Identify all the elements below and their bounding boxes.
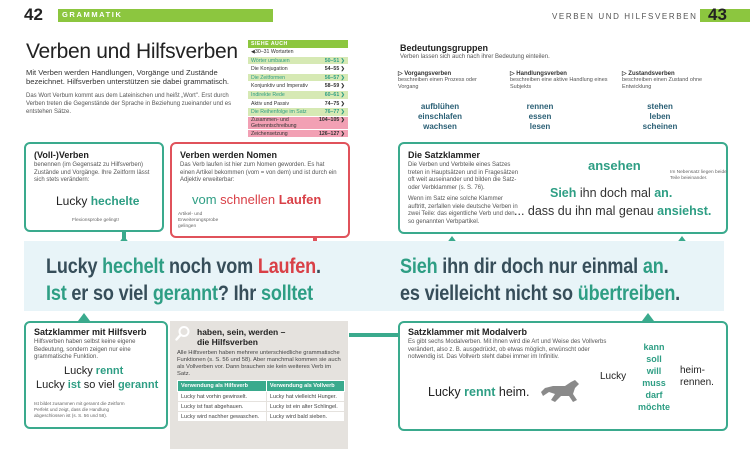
auxiliary-bracket-text: Hilfsverben haben selbst keine eigene Bedeutung, sondern zeigen nur eine grammatische Funktion. bbox=[34, 339, 136, 360]
intro-secondary-text: Das Wort Verbum kommt aus dem Lateinischen und heißt „Wort". Erst durch Verben treten die Gegenstände der Sprache in Beziehung zueinander und es entstehen Sätze. bbox=[26, 93, 232, 115]
auxiliary-note: Ist bildet zusammen mit gerannt die Zeitform Perfekt und zeigt, dass die Handlung abgeschlossen ist (s. S. 56 und 58). bbox=[34, 401, 125, 418]
see-also-item[interactable]: Indirekte Rede 60–61 ❯ bbox=[248, 91, 348, 100]
main-sentence-left-2: Ist er so viel gerannt? Ihr solltet bbox=[46, 282, 313, 305]
modal-bracket-text: Es gibt sechs Modalverben. Mit ihnen wird die Art und Weise des Vollverbs verändert, also z. B. ausgedrückt, ob etwas möglich, erwünscht oder notwendig ist. Das Vollverb steht dabei immer im Infinitiv. bbox=[408, 339, 607, 360]
table-row: Lucky wird nachher gewaschen. Lucky wird bald sieben. bbox=[178, 412, 345, 422]
sentence-bracket-text-2: Wenn im Satz eine solche Klammer auftritt, zerfallen viele deutsche Verben in zwei Teile: das eigentliche Verb und den so genannten Verbpartikel. bbox=[408, 196, 518, 225]
table-header: Verwendung als Vollverb bbox=[266, 381, 344, 392]
meaning-groups-title: Bedeutungsgruppen bbox=[400, 43, 488, 53]
connector-line bbox=[349, 333, 401, 337]
see-also-item[interactable]: Wörter umbauen 50–51 ❯ bbox=[248, 57, 348, 66]
verb-to-noun-box bbox=[170, 142, 350, 238]
main-sentence-left-1: Lucky hechelt noch vom Laufen. bbox=[46, 255, 321, 278]
verb-to-noun-example: vom schnellen Laufen bbox=[192, 192, 322, 207]
table-header: Verwendung als Hilfsverb bbox=[178, 381, 267, 392]
modal-verbs-list: kann soll will muss darf möchte bbox=[637, 342, 670, 412]
meaning-groups-subtitle: Verben lassen sich auch nach ihrer Bedeutung einteilen. bbox=[400, 54, 550, 60]
auxiliary-verbs-table bbox=[177, 380, 345, 422]
verb-to-noun-title: Verben werden Nomen bbox=[180, 150, 278, 160]
meaning-group-state-words: stehen leben scheinen bbox=[642, 102, 678, 131]
main-sentence-right-1: Sieh ihn dir doch nur einmal an. bbox=[400, 255, 669, 278]
full-verb-box bbox=[24, 142, 164, 232]
sentence-bracket-title: Die Satzklammer bbox=[408, 150, 481, 160]
auxiliary-verbs-text: Alle Hilfsverben haben mehrere unterschiedliche grammatische Funktionen (s. S. 56 und 58). Aber manchmal kommen sie auch als Vollverben vor. Dann brauchen sie kein weiteres Verb im Satz. bbox=[177, 350, 341, 377]
see-also-item[interactable]: Die Zeitformen 56–57 ❯ bbox=[248, 74, 348, 83]
full-verb-text: benennen (im Gegensatz zu Hilfsverben) Zustände und Vorgänge. Ihre Zeitform lässt sich stets verändern: bbox=[34, 162, 150, 183]
arrow-up-icon bbox=[642, 313, 654, 321]
modal-infinitive: heim- rennen. bbox=[680, 365, 714, 388]
full-verb-note: Flexionsprobe gelingt! bbox=[72, 218, 119, 223]
see-also-item[interactable]: Die Reihenfolge im Satz 76–77 ❯ bbox=[248, 108, 348, 117]
see-also-item[interactable]: Zusammen- und Getrenntschreibung 104–105 ❯ bbox=[248, 117, 348, 130]
meaning-group-action: ▷ Handlungsverben beschreiben eine aktive Handlung eines Subjekts bbox=[510, 71, 608, 90]
sentence-bracket-text-1: Die Verben und Verbteile eines Satzes treten in Hauptsätzen und in Fragesätzen oft weit auseinander und bilden die Satz- oder Verbklammer (s. S. 76). bbox=[408, 162, 519, 191]
see-also-item[interactable]: Aktiv und Passiv 74–75 ❯ bbox=[248, 100, 348, 109]
table-row: Lucky hat vorhin gewinselt. Lucky hat vielleicht Hunger. bbox=[178, 392, 345, 402]
see-also-item[interactable]: Konjunktiv und Imperativ 58–59 ❯ bbox=[248, 82, 348, 91]
auxiliary-bracket-box bbox=[24, 321, 168, 429]
page-title: Verben und Hilfsverben bbox=[26, 40, 238, 63]
auxiliary-verbs-title: haben, sein, werden – die Hilfsverben bbox=[197, 327, 286, 347]
sentence-bracket-box bbox=[398, 142, 728, 234]
table-row: Lucky ist fast abgehauen. Lucky ist ein alter Schlingel. bbox=[178, 402, 345, 412]
main-sentence-right-2: es vielleicht nicht so übertreiben. bbox=[400, 282, 681, 305]
full-verb-title: (Voll-)Verben bbox=[34, 150, 89, 160]
intro-text: Mit Verben werden Handlungen, Vorgänge und Zustände bezeichnet. Hilfsverben unterstützen sie dabei grammatisch. bbox=[26, 68, 230, 87]
sentence-bracket-side-note: Im Nebensatz liegen beide Teile beieinander. bbox=[670, 170, 727, 181]
modal-lucky: Lucky bbox=[600, 371, 627, 382]
sentence-bracket-example-1: Sieh ihn doch mal an. bbox=[550, 186, 673, 200]
see-also-item[interactable]: Die Konjugation 54–55 ❯ bbox=[248, 65, 348, 74]
sentence-bracket-example-2: ... dass du ihn mal genau ansiehst. bbox=[514, 204, 712, 218]
modal-bracket-title: Satzklammer mit Modalverb bbox=[408, 327, 528, 337]
sentence-bracket-verb: ansehen bbox=[588, 158, 641, 173]
magnifier-icon bbox=[175, 325, 191, 341]
running-dog-icon bbox=[539, 376, 581, 406]
see-also-item[interactable]: Zeichensetzung 126–127 ❯ bbox=[248, 130, 348, 139]
section-label: GRAMMATIK bbox=[62, 10, 123, 19]
arrow-up-icon bbox=[78, 313, 90, 321]
page-number-right: 43 bbox=[708, 5, 727, 24]
modal-example: Lucky rennt heim. bbox=[428, 385, 530, 399]
page-number-left: 42 bbox=[24, 5, 43, 24]
verb-to-noun-note: Artikel- und Erweiterungsprobe gelingen bbox=[178, 212, 219, 229]
meaning-group-action-words: rennen essen lesen bbox=[526, 102, 554, 131]
auxiliary-example-1: Lucky rennt bbox=[64, 365, 124, 377]
auxiliary-bracket-title: Satzklammer mit Hilfsverb bbox=[34, 327, 147, 337]
see-also-item[interactable]: ◀30–31 Wortarten bbox=[248, 48, 348, 57]
full-verb-example: Lucky hechelte bbox=[56, 194, 140, 208]
verb-to-noun-text: Das Verb laufen ist hier zum Nomen geworden. Es hat einen Artikel bekommen (vom = von dem) und ist durch ein Adjektiv erweiterbar: bbox=[180, 162, 337, 183]
auxiliary-example-2: Lucky ist so viel gerannt bbox=[36, 379, 159, 391]
chapter-label: VERBEN UND HILFSVERBEN bbox=[552, 12, 698, 21]
see-also-heading: SIEHE AUCH bbox=[248, 40, 348, 48]
meaning-group-process-words: aufblühen einschlafen wachsen bbox=[417, 102, 462, 131]
meaning-group-state: ▷ Zustandsverben beschreiben einen Zustand ohne Entwicklung bbox=[622, 71, 703, 90]
see-also-list bbox=[248, 40, 348, 138]
meaning-group-process: ▷ Vorgangsverben beschreiben einen Prozess oder Vorgang bbox=[398, 71, 477, 90]
